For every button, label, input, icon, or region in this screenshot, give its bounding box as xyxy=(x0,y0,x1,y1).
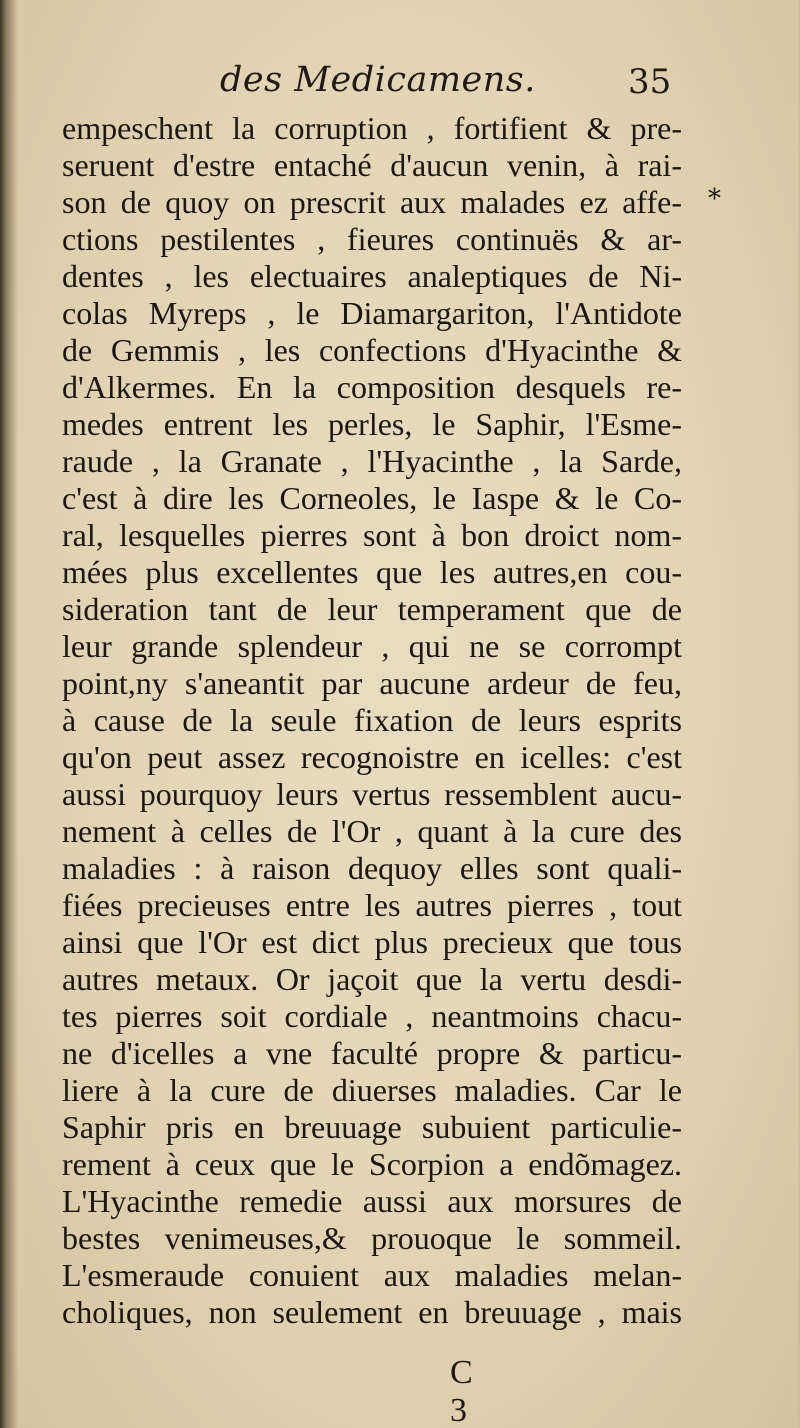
text-line: ainsi que l'Or est dict plus precieux que tous xyxy=(62,924,682,960)
text-line: colas Myreps , le Diamargariton, l'Antidote xyxy=(62,295,682,331)
text-line: rement à ceux que le Scorpion a endõmagez. xyxy=(62,1146,682,1182)
text-line: ne d'icelles a vne faculté propre & particu- xyxy=(62,1035,682,1071)
binding-shadow xyxy=(0,0,18,1428)
text-line: bestes venimeuses,& prouoque le sommeil. xyxy=(62,1220,682,1256)
text-line: dentes , les electuaires analeptiques de Ni- xyxy=(62,258,682,294)
text-line: maladies : à raison dequoy elles sont quali- xyxy=(62,850,682,886)
text-line: liere à la cure de diuerses maladies. Car le xyxy=(62,1072,682,1108)
text-line: sideration tant de leur temperament que de xyxy=(62,591,682,627)
signature-mark: C 3 xyxy=(450,1354,501,1428)
text-line: point,ny s'aneantit par aucune ardeur de feu, xyxy=(62,665,682,701)
text-line: son de quoy on prescrit aux malades ez affe- xyxy=(62,184,682,220)
text-line: Saphir pris en breuuage subuient particulie- xyxy=(62,1109,682,1145)
text-line: L'esmeraude conuient aux maladies melan- xyxy=(62,1257,682,1293)
text-line: c'est à dire les Corneoles, le Iaspe & le Co- xyxy=(62,480,682,516)
text-line: nement à celles de l'Or , quant à la cure des xyxy=(62,813,682,849)
text-line: leur grande splendeur , qui ne se corrompt xyxy=(62,628,682,664)
text-line: ctions pestilentes , fieures continuës & ar- xyxy=(62,221,682,257)
text-line: L'Hyacinthe remedie aussi aux morsures de xyxy=(62,1183,682,1219)
page-number: 35 xyxy=(628,62,672,102)
text-line: seruent d'estre entaché d'aucun venin, à rai- xyxy=(62,147,682,183)
text-body xyxy=(62,110,682,1331)
text-line: mées plus excellentes que les autres,en cou- xyxy=(62,554,682,590)
text-line: tes pierres soit cordiale , neantmoins chacu- xyxy=(62,998,682,1034)
text-line: choliques, non seulement en breuuage , mais xyxy=(62,1294,682,1330)
page-footer xyxy=(450,1354,550,1428)
text-line: à cause de la seule fixation de leurs esprits xyxy=(62,702,682,738)
page-header xyxy=(60,60,680,110)
text-line: aussi pourquoy leurs vertus ressemblent aucu- xyxy=(62,776,682,812)
text-line: qu'on peut assez recognoistre en icelles: c'est xyxy=(62,739,682,775)
text-line: fiées precieuses entre les autres pierres , tout xyxy=(62,887,682,923)
text-line: raude , la Granate , l'Hyacinthe , la Sarde, xyxy=(62,443,682,479)
text-line: medes entrent les perles, le Saphir, l'Esme- xyxy=(62,406,682,442)
text-line: autres metaux. Or jaçoit que la vertu desdi- xyxy=(62,961,682,997)
text-line: d'Alkermes. En la composition desquels re- xyxy=(62,369,682,405)
text-line: de Gemmis , les confections d'Hyacinthe & xyxy=(62,332,682,368)
text-line: empeschent la corruption , fortifient & pre- xyxy=(62,110,682,146)
text-line: ral, lesquelles pierres sont à bon droict nom- xyxy=(62,517,682,553)
running-title: des Medicamens. xyxy=(220,60,536,100)
margin-mark: * xyxy=(708,184,721,214)
